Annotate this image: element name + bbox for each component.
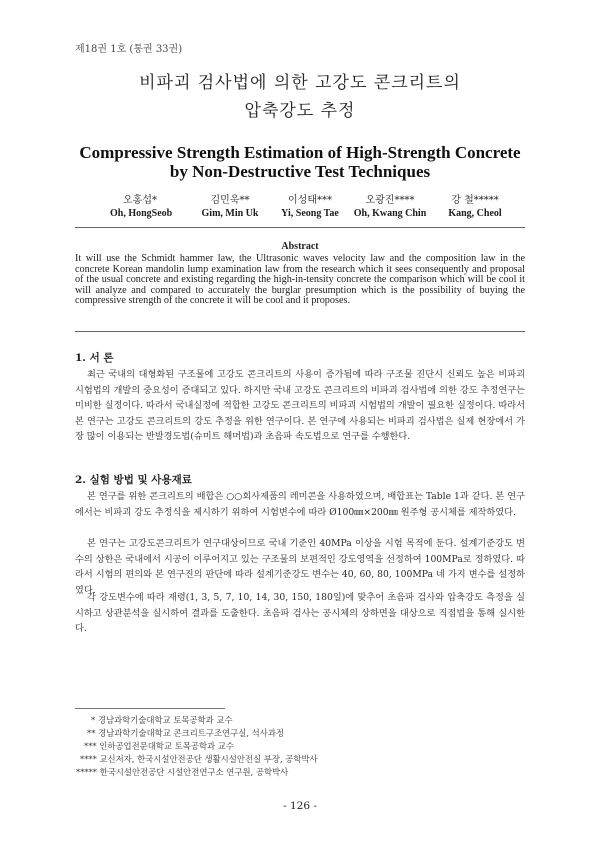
abstract-text: It will use the Schmidt hammer law, the Ultrasonic waves velocity law and the composition law in the concrete Korean mandolin lump examination law from the research which it sees consequently and proposal of the usual concrete and existing regarding the high-in-tensity concrete the comparison which will be cool it will analyze and compared to accurately the burglar presumption which is the possibility of buying the compressive strength of the concrete it will be cool and it proposes. <box>75 253 525 307</box>
abstract-bottom-rule <box>75 331 525 332</box>
author-en-3: Yi, Seong Tae <box>281 208 339 219</box>
author-ko-2: 김민욱** <box>210 195 250 206</box>
section-1-paragraph: 최근 국내의 대형화된 구조물에 고강도 콘크리트의 사용이 증가됨에 따라 구조물 진단시 신뢰도 높은 비파괴 시험법의 개발의 중요성이 증대되고 있다. 하지만 국내 고강도 콘크리트의 비파괴 검사법에 의한 강도 추정연구는 미비한 실정이다. 따라서 국내실정에 적합한 고강도 콘크리트의 비파괴 시험법의 개발이 필요한 실정이다. 따라서 본 연구는 고강도 콘크리트의 강도 추정을 위한 연구이다. 본 연구에 사용되는 비파괴 검사법은 실제 현장에서 가장 많이 이용되는 반발경도법(슈미트 해머법)과 초음파 속도법으로 연구를 수행한다. <box>75 369 525 442</box>
section-2-heading: 2. 실험 방법 및 사용재료 <box>75 474 192 486</box>
korean-title-line-1: 비파괴 검사법에 의한 고강도 콘크리트의 <box>139 73 461 93</box>
section-1-heading: 1. 서 론 <box>75 352 114 364</box>
author-en-1: Oh, HongSeob <box>110 208 173 219</box>
footnote-2: ** 경남과학기술대학교 콘크리트구조연구실, 석사과정 <box>87 728 285 738</box>
author-ko-1: 오홍섭* <box>123 195 157 206</box>
footnote-rule <box>75 708 225 709</box>
abstract-top-rule <box>75 227 525 228</box>
section-2-paragraph-3: 각 강도변수에 따라 재령(1, 3, 5, 7, 10, 14, 30, 150, 180일)에 맞추어 초음파 검사와 압축강도 측정을 실시하고 상관분석을 실시하여 결과를 도출한다. 초음파 검사는 공시체의 상하면을 대상으로 직접법을 통해 실시한다. <box>75 592 525 634</box>
section-2-paragraph-1: 본 연구를 위한 콘크리트의 배합은 ○○회사제품의 레미콘을 사용하였으며, 배합표는 Table 1과 같다. 본 연구에서는 비파괴 강도 추정식을 제시하기 위하여 시험변수에 따라 Ø100㎜×200㎜ 원주형 공시체를 제작하였다. <box>75 491 525 518</box>
footnote-4: **** 교신저자, 한국시설안전공단 생활시설안전실 부장, 공학박사 <box>80 754 318 764</box>
author-en-2: Gim, Min Uk <box>201 208 259 219</box>
footnote-3: *** 인하공업전문대학교 토목공학과 교수 <box>84 741 234 751</box>
author-en-5: Kang, Cheol <box>448 208 502 219</box>
footnote-5: ***** 한국시설안전공단 시설안전연구소 연구원, 공학박사 <box>76 767 289 777</box>
author-en-4: Oh, Kwang Chin <box>353 208 427 219</box>
abstract-heading: Abstract <box>281 241 319 252</box>
section-2-paragraph-2: 본 연구는 고강도콘크리트가 연구대상이므로 국내 기준인 40MPa 이상을 시험 목적에 둔다. 설계기준강도 변수의 상한은 국내에서 시공이 이루어지고 있는 구조물의 보편적인 강도영역을 선정하여 100MPa로 정하였다. 따라서 시험의 편의와 본 연구진의 판단에 따라 설계기준강도 변수는 40, 60, 80, 100MPa 네 가지 변수를 설정하였다. <box>75 538 525 596</box>
author-ko-4: 오광진**** <box>365 195 415 206</box>
english-title-line-1: Compressive Strength Estimation of High-Strength Concrete <box>79 143 521 162</box>
korean-title-line-2: 압축강도 추정 <box>244 101 356 121</box>
author-ko-3: 이성태*** <box>288 195 332 206</box>
english-title-line-2: by Non-Destructive Test Techniques <box>169 162 431 181</box>
footnote-1: * 경남과학기술대학교 토목공학과 교수 <box>91 715 233 725</box>
author-ko-5: 강 철***** <box>451 195 499 206</box>
page-number: - 126 - <box>283 800 317 812</box>
journal-issue-header: 제18권 1호 (통권 33권) <box>75 44 183 55</box>
